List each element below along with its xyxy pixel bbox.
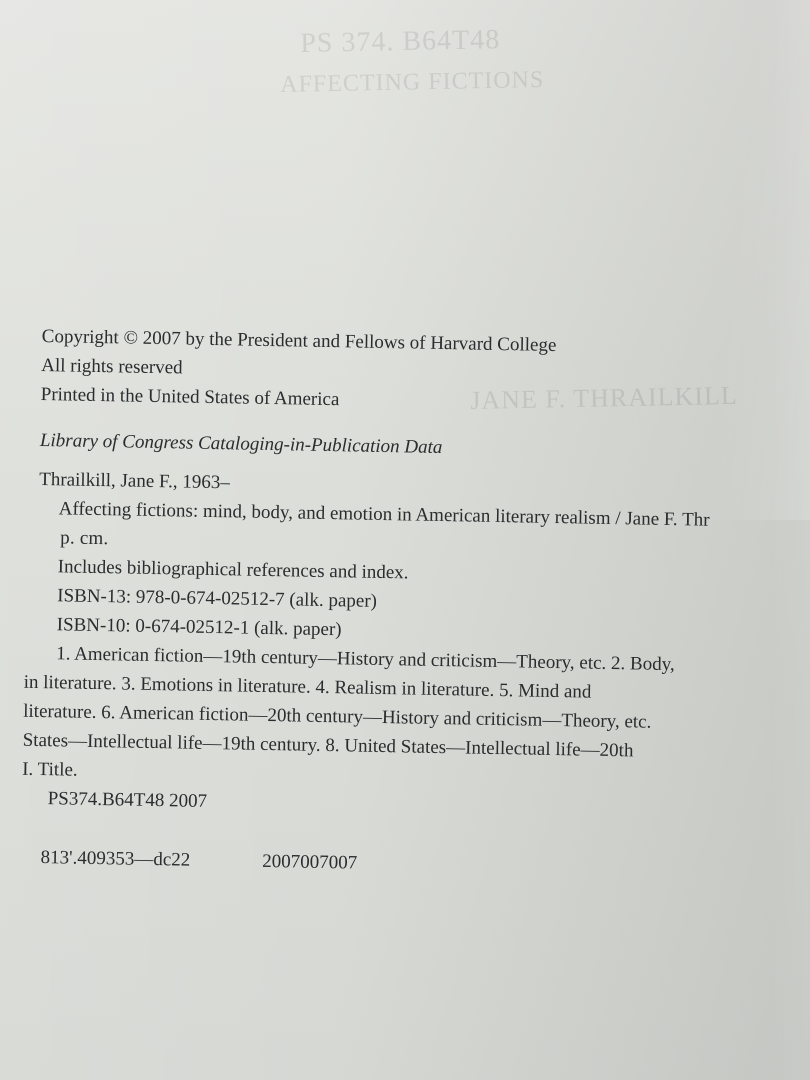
copyright-content xyxy=(22,322,810,885)
show-through-text: PS 374. B64T48 xyxy=(300,24,501,59)
subject-line: States—Intellectual life—19th century. 8. United States—Intellectual life—20th xyxy=(22,729,634,762)
subject-line: in literature. 3. Emotions in literature. 4. Realism in literature. 5. Mind and xyxy=(23,671,592,703)
lccn-number: 2007007007 xyxy=(262,850,358,874)
author-entry: Thrailkill, Jane F., 1963– xyxy=(39,468,230,494)
classification-row xyxy=(32,843,802,885)
rights-line: All rights reserved xyxy=(41,354,183,379)
copyright-line: Copyright © 2007 by the President and Fellows of Harvard College xyxy=(41,325,557,356)
subject-line: 1. American fiction—19th century—History and criticism—Theory, etc. 2. Body, xyxy=(56,643,675,676)
references-entry: Includes bibliographical references and index. xyxy=(57,556,409,584)
title-entry: Affecting fictions: mind, body, and emotion in American literary realism / Jane F. Thr xyxy=(58,498,710,531)
subject-line: literature. 6. American fiction—20th century—History and criticism—Theory, etc. xyxy=(23,700,652,733)
show-through-text: JANE F. THRAILKILL xyxy=(470,380,738,415)
call-number: PS374.B64T48 2007 xyxy=(47,788,208,812)
isbn10-entry: ISBN-10: 0-674-02512-1 (alk. paper) xyxy=(56,614,342,641)
show-through-text: AFFECTING FICTIONS xyxy=(280,66,545,98)
printed-line: Printed in the United States of America xyxy=(40,383,340,411)
isbn13-entry: ISBN-13: 978-0-674-02512-7 (alk. paper) xyxy=(57,585,378,612)
subject-line: I. Title. xyxy=(22,758,78,781)
dewey-number: 813'.409353—dc22 xyxy=(40,847,191,871)
format-entry: p. cm. xyxy=(60,527,109,550)
cip-title: Library of Congress Cataloging-in-Publication Data xyxy=(39,429,443,459)
